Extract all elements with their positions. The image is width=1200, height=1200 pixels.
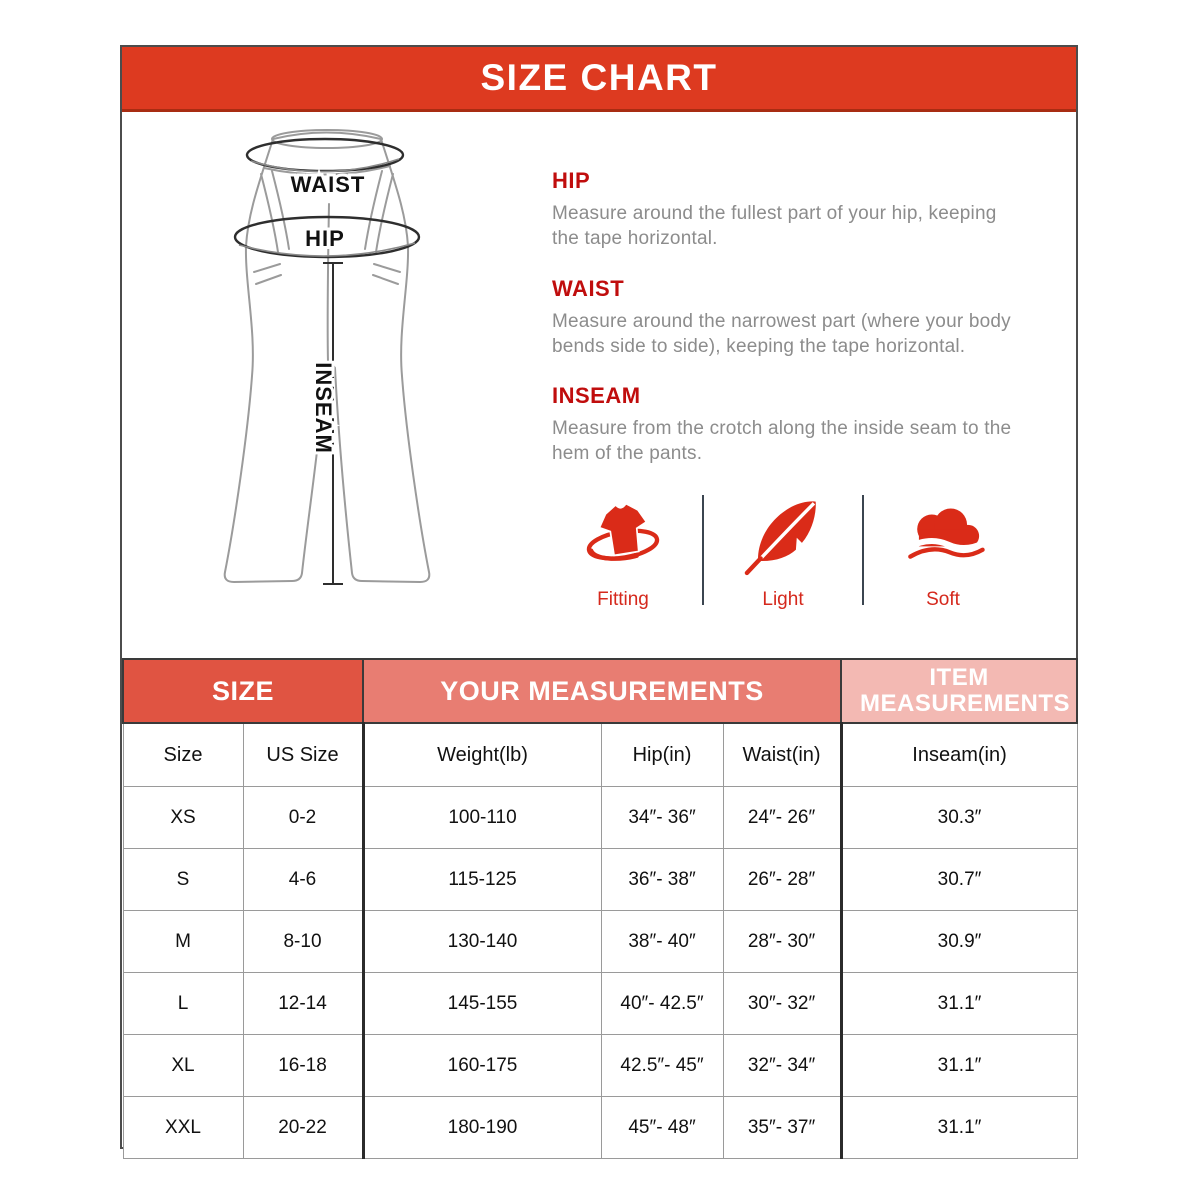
cell-inseam: 31.1″: [841, 1097, 1077, 1159]
column-header-weight: Weight(lb): [363, 723, 601, 787]
inseam-label: INSEAM: [311, 362, 336, 454]
cloud-icon: [897, 493, 989, 579]
cell-hip: 45″- 48″: [601, 1097, 723, 1159]
cell-hip: 34″- 36″: [601, 787, 723, 849]
cell-waist: 32″- 34″: [723, 1035, 841, 1097]
waist-tape-icon: [247, 139, 403, 172]
cell-inseam: 30.3″: [841, 787, 1077, 849]
table-row: [123, 1097, 1077, 1159]
table-row: [123, 911, 1077, 973]
column-header-hip: Hip(in): [601, 723, 723, 787]
guide-text-hip: Measure around the fullest part of your hip, keeping the tape horizontal.: [552, 203, 997, 250]
page-title: SIZE CHART: [480, 57, 718, 98]
cell-inseam: 31.1″: [841, 973, 1077, 1035]
column-header-us-size: US Size: [243, 723, 363, 787]
guide-heading-hip: HIP: [552, 168, 591, 193]
guide-heading-inseam: INSEAM: [552, 383, 641, 409]
cell-waist: 26″- 28″: [723, 849, 841, 911]
cell-hip: 38″- 40″: [601, 911, 723, 973]
cell-size: M: [123, 911, 243, 973]
feature-label-fitting: Fitting: [597, 588, 649, 610]
group-header-item-measurements: ITEM MEASUREMENTS: [841, 659, 1077, 723]
cell-us-size: 12-14: [243, 973, 363, 1035]
feature-light: [712, 493, 854, 611]
table-group-header-row: [123, 659, 1077, 723]
cell-us-size: 0-2: [243, 787, 363, 849]
cell-inseam: 31.1″: [841, 1035, 1077, 1097]
table-row: [123, 849, 1077, 911]
cell-weight: 145-155: [363, 973, 601, 1035]
cell-size: XL: [123, 1035, 243, 1097]
table-row: [123, 973, 1077, 1035]
feature-soft: [872, 493, 1014, 611]
fabric-features: [552, 493, 1014, 611]
cell-waist: 35″- 37″: [723, 1097, 841, 1159]
hip-label: HIP: [305, 226, 345, 251]
cell-hip: 40″- 42.5″: [601, 973, 723, 1035]
guide-heading-waist: WAIST: [552, 275, 625, 301]
table-row: [123, 787, 1077, 849]
column-header-inseam: Inseam(in): [841, 723, 1077, 787]
pants-outline-icon: [225, 130, 430, 582]
cell-size: XXL: [123, 1097, 243, 1159]
cell-hip: 42.5″- 45″: [601, 1035, 723, 1097]
cell-weight: 100-110: [363, 787, 601, 849]
cell-weight: 115-125: [363, 849, 601, 911]
cell-size: S: [123, 849, 243, 911]
cell-us-size: 20-22: [243, 1097, 363, 1159]
feature-label-light: Light: [762, 588, 804, 610]
table-row: [123, 1035, 1077, 1097]
cell-size: XS: [123, 787, 243, 849]
feature-label-soft: Soft: [926, 588, 960, 610]
feature-fitting: [552, 493, 694, 611]
cell-us-size: 16-18: [243, 1035, 363, 1097]
guide-text-inseam: Measure from the crotch along the inside seam to the hem of the pants.: [552, 418, 1012, 465]
cell-inseam: 30.7″: [841, 849, 1077, 911]
guide-section-hip: [552, 168, 1020, 252]
column-header-size: Size: [123, 723, 243, 787]
feature-divider: [862, 495, 864, 605]
cell-inseam: 30.9″: [841, 911, 1077, 973]
cell-weight: 130-140: [363, 911, 601, 973]
feather-icon: [737, 493, 829, 579]
cell-size: L: [123, 973, 243, 1035]
measuring-guide: [552, 168, 1020, 611]
cell-weight: 180-190: [363, 1097, 601, 1159]
tshirt-icon: [577, 493, 669, 579]
guide-section-inseam: [552, 383, 1020, 467]
guide-text-waist: Measure around the narrowest part (where your body bends side to side), keeping the tape horizontal.: [552, 310, 1011, 357]
cell-waist: 30″- 32″: [723, 973, 841, 1035]
cell-us-size: 8-10: [243, 911, 363, 973]
column-header-waist: Waist(in): [723, 723, 841, 787]
pants-diagram: [222, 118, 474, 604]
group-header-your-measurements: YOUR MEASUREMENTS: [363, 659, 841, 723]
size-table: [122, 658, 1078, 1159]
cell-us-size: 4-6: [243, 849, 363, 911]
cell-waist: 24″- 26″: [723, 787, 841, 849]
group-header-size: SIZE: [123, 659, 363, 723]
cell-weight: 160-175: [363, 1035, 601, 1097]
table-column-header-row: [123, 723, 1077, 787]
upper-section: [122, 112, 1076, 658]
waist-label: WAIST: [290, 172, 366, 197]
feature-divider: [702, 495, 704, 605]
cell-waist: 28″- 30″: [723, 911, 841, 973]
banner: [122, 47, 1076, 112]
cell-hip: 36″- 38″: [601, 849, 723, 911]
guide-section-waist: [552, 276, 1020, 360]
content-frame: [120, 45, 1078, 1149]
